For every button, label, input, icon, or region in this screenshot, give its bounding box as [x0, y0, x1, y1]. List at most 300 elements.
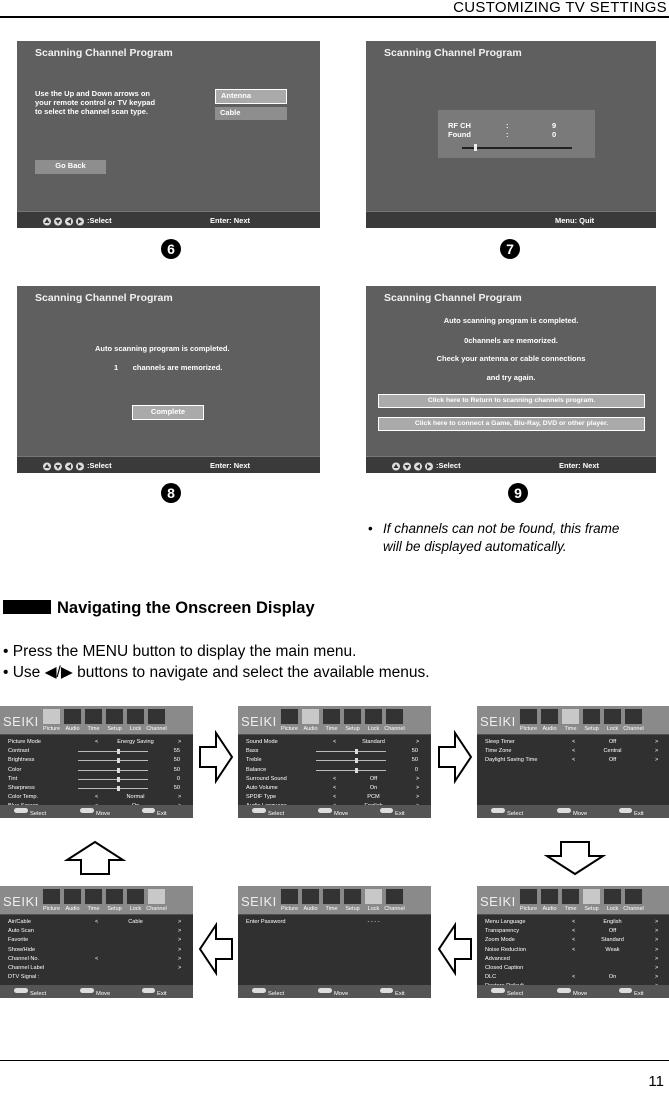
step-number: 6: [161, 239, 181, 259]
menu-item[interactable]: Enter Password: [246, 919, 286, 925]
screen-scan-complete: [17, 286, 320, 473]
tab-channel[interactable]: [147, 708, 166, 732]
tab-label: Lock: [606, 906, 619, 912]
picture-icon: [42, 888, 61, 905]
tab-label: Time: [325, 906, 338, 912]
osd-menu-time: [477, 706, 669, 818]
menu-item[interactable]: Brightness: [8, 757, 35, 764]
step-number: 7: [500, 239, 520, 259]
menu-footer: [0, 985, 193, 998]
left-chevron-icon[interactable]: <: [95, 955, 99, 962]
left-chevron-icon[interactable]: <: [572, 928, 576, 935]
bullet-item: • Press the MENU button to display the main menu.: [3, 643, 357, 660]
tab-lock[interactable]: [126, 708, 145, 732]
left-arrow-icon: [437, 922, 473, 976]
tab-time[interactable]: [561, 708, 580, 732]
menu-item[interactable]: Noise Reduction: [485, 946, 527, 953]
slider[interactable]: [78, 760, 148, 761]
right-chevron-icon[interactable]: >: [655, 757, 659, 764]
menu-value: 0: [414, 766, 418, 773]
menu-item[interactable]: Picture Mode: [8, 739, 41, 745]
tab-channel[interactable]: [147, 888, 166, 912]
tab-lock[interactable]: [603, 888, 622, 912]
tab-channel[interactable]: [624, 888, 643, 912]
right-chevron-icon[interactable]: >: [178, 955, 182, 962]
slider[interactable]: [316, 760, 386, 761]
next-hint: Enter: Next: [210, 461, 251, 470]
arrow-keys-icon: [391, 462, 435, 471]
bullet-text: buttons to navigate and select the available menus.: [77, 664, 430, 681]
menu-key-icon: [142, 808, 155, 813]
screen-title: Scanning Channel Program: [384, 292, 522, 304]
menu-value: 55: [173, 748, 180, 755]
menu-item[interactable]: Auto Scan: [8, 928, 34, 935]
tab-label: Picture: [280, 906, 299, 912]
select-hint: [42, 461, 112, 471]
tab-lock[interactable]: [126, 888, 145, 912]
tab-audio[interactable]: [540, 888, 559, 912]
select-label: Select: [268, 811, 285, 817]
right-chevron-icon[interactable]: >: [655, 919, 659, 925]
right-chevron-icon[interactable]: >: [416, 739, 420, 745]
step-number: 8: [161, 483, 181, 503]
tab-label: Time: [87, 906, 100, 912]
right-chevron-icon[interactable]: >: [655, 748, 659, 755]
select-label: Select: [268, 991, 285, 997]
rf-channel-value: 9: [552, 121, 557, 130]
section-title: Navigating the Onscreen Display: [57, 599, 315, 617]
screen-title: Scanning Channel Program: [35, 292, 173, 304]
screen-footer: [366, 456, 656, 473]
setup-icon: [343, 708, 362, 725]
time-icon: [84, 708, 103, 725]
menu-item[interactable]: Closed Caption: [485, 965, 524, 971]
right-chevron-icon[interactable]: >: [416, 785, 420, 791]
note-line: will be displayed automatically.: [383, 539, 567, 554]
tab-label: Picture: [519, 726, 538, 732]
exit-label: Exit: [634, 991, 644, 997]
tab-setup[interactable]: [343, 708, 362, 732]
menu-value: On: [608, 974, 617, 981]
menu-item[interactable]: Transparency: [485, 928, 519, 935]
left-chevron-icon[interactable]: <: [333, 794, 337, 801]
picture-icon: [280, 888, 299, 905]
menu-value: 50: [173, 766, 180, 773]
found-value: 0: [552, 130, 557, 139]
tab-audio[interactable]: [301, 708, 320, 732]
menu-key-icon: [142, 988, 155, 993]
left-chevron-icon[interactable]: <: [95, 739, 99, 745]
tab-label: Lock: [129, 906, 142, 912]
tab-lock[interactable]: [364, 888, 383, 912]
brand-logo: SEIKI: [3, 894, 39, 909]
screen-footer: [17, 211, 320, 228]
right-chevron-icon[interactable]: >: [655, 974, 659, 981]
setup-icon: [343, 888, 362, 905]
connect-device-button[interactable]: Click here to connect a Game, Blu-Ray, DVD or other player.: [378, 417, 645, 431]
menu-footer: [238, 985, 431, 998]
right-chevron-icon[interactable]: >: [178, 794, 182, 801]
tab-label: Picture: [42, 726, 61, 732]
slider[interactable]: [316, 770, 386, 771]
tab-audio[interactable]: [63, 888, 82, 912]
menu-item[interactable]: Surround Sound: [246, 775, 287, 782]
tab-label: Setup: [584, 726, 599, 732]
right-chevron-icon[interactable]: >: [178, 919, 182, 925]
exit-label: Exit: [157, 811, 167, 817]
left-chevron-icon[interactable]: <: [572, 757, 576, 764]
channel-icon: [385, 708, 404, 725]
exit-label: Exit: [157, 991, 167, 997]
exit-hint: [380, 988, 405, 997]
tab-audio[interactable]: [63, 708, 82, 732]
tab-time[interactable]: [561, 888, 580, 912]
left-chevron-icon[interactable]: <: [333, 739, 337, 745]
channel-icon: [147, 888, 166, 905]
tab-lock[interactable]: [364, 708, 383, 732]
menu-footer: [0, 805, 193, 818]
tab-picture[interactable]: [280, 708, 299, 732]
tab-channel[interactable]: [385, 708, 404, 732]
left-chevron-icon[interactable]: <: [572, 974, 576, 981]
rf-channel-label: RF CH: [448, 121, 471, 130]
menu-item[interactable]: Menu Language: [485, 919, 526, 925]
lock-icon: [126, 888, 145, 905]
left-arrow-icon: [198, 922, 234, 976]
menu-item[interactable]: Contrast: [8, 748, 30, 755]
picture-icon: [280, 708, 299, 725]
tab-label: Channel: [623, 906, 644, 912]
exit-label: Exit: [395, 811, 405, 817]
up-down-keys-icon: [491, 808, 505, 813]
select-label: :Select: [436, 461, 461, 470]
menu-item[interactable]: Auto Volume: [246, 785, 278, 791]
instruction-line: to select the channel scan type.: [35, 107, 148, 116]
menu-value: Off: [369, 775, 378, 782]
tab-label: Lock: [367, 726, 380, 732]
osd-menu-setup: [477, 886, 669, 998]
tab-label: Channel: [623, 726, 644, 732]
tab-label: Channel: [384, 726, 405, 732]
menu-item[interactable]: Channel No.: [8, 955, 40, 962]
menu-footer: [238, 805, 431, 818]
menu-top-bar: [238, 886, 431, 914]
menu-item[interactable]: Bass: [246, 748, 259, 755]
left-chevron-icon[interactable]: <: [95, 794, 99, 801]
menu-item[interactable]: SPDIF Type: [246, 794, 277, 801]
menu-item[interactable]: Show/Hide: [8, 946, 36, 953]
slider[interactable]: [78, 770, 148, 771]
slider[interactable]: [78, 788, 148, 789]
slider[interactable]: [78, 779, 148, 780]
slash: /: [56, 664, 61, 681]
left-chevron-icon[interactable]: <: [95, 919, 99, 925]
tab-channel[interactable]: [385, 888, 404, 912]
exit-label: Exit: [395, 991, 405, 997]
menu-top-bar: [477, 886, 669, 914]
screen-no-channels: [366, 286, 656, 473]
right-chevron-icon[interactable]: >: [178, 739, 182, 745]
tab-label: Picture: [519, 906, 538, 912]
exit-hint: [380, 808, 405, 817]
menu-body: [477, 735, 669, 805]
menu-value: 0: [176, 775, 180, 782]
tab-picture[interactable]: [280, 888, 299, 912]
channel-icon: [624, 708, 643, 725]
menu-value: Standard: [362, 739, 385, 745]
move-hint: [80, 808, 111, 817]
menu-footer: [477, 985, 669, 998]
menu-top-bar: [0, 706, 193, 734]
tab-time[interactable]: [322, 708, 341, 732]
menu-value: Central: [603, 748, 622, 755]
audio-icon: [301, 708, 320, 725]
tab-picture[interactable]: [519, 708, 538, 732]
menu-item[interactable]: Sharpness: [8, 785, 35, 791]
left-chevron-icon[interactable]: <: [572, 748, 576, 755]
setup-icon: [582, 708, 601, 725]
menu-top-bar: [238, 706, 431, 734]
tab-channel[interactable]: [624, 708, 643, 732]
up-down-keys-icon: [252, 808, 266, 813]
screen-footer: [17, 456, 320, 473]
channels-memorized: 0channels are memorized.: [464, 336, 558, 345]
menu-item[interactable]: Treble: [246, 757, 262, 764]
tab-label: Setup: [345, 906, 360, 912]
tab-label: Time: [87, 726, 100, 732]
menu-item[interactable]: DTV Signal :: [8, 974, 40, 981]
right-chevron-icon[interactable]: >: [655, 965, 659, 971]
lock-icon: [603, 888, 622, 905]
menu-item[interactable]: Daylight Saving Time: [485, 757, 538, 764]
screen-footer: [366, 211, 656, 228]
osd-menu-lock: [238, 886, 431, 998]
audio-icon: [540, 888, 559, 905]
return-to-scan-button[interactable]: Click here to Return to scanning channels program.: [378, 394, 645, 408]
menu-item[interactable]: Balance: [246, 766, 267, 773]
right-chevron-icon[interactable]: >: [178, 928, 182, 935]
tab-audio[interactable]: [540, 708, 559, 732]
tab-label: Audio: [65, 906, 80, 912]
go-back-button[interactable]: Go Back: [35, 160, 106, 174]
menu-item[interactable]: Color: [8, 766, 22, 773]
progress-marker: [474, 144, 477, 151]
tab-label: Time: [325, 726, 338, 732]
menu-value: On: [369, 785, 378, 791]
right-chevron-icon[interactable]: >: [655, 928, 659, 935]
page-header: [0, 0, 669, 18]
menu-item[interactable]: DLC: [485, 974, 497, 981]
picture-icon: [42, 708, 61, 725]
menu-value: Cable: [128, 919, 143, 925]
tab-label: Setup: [584, 906, 599, 912]
tab-label: Picture: [280, 726, 299, 732]
menu-top-bar: [0, 886, 193, 914]
menu-value: 50: [411, 748, 418, 755]
setup-icon: [105, 888, 124, 905]
tab-label: Audio: [542, 906, 557, 912]
tab-setup[interactable]: [343, 888, 362, 912]
screen-title: Scanning Channel Program: [35, 47, 173, 59]
select-label: :Select: [87, 216, 112, 225]
progress-track: [462, 147, 572, 149]
channels-memorized: 1 channels are memorized.: [114, 363, 223, 372]
tab-setup[interactable]: [582, 888, 601, 912]
menu-item[interactable]: Air/Cable: [8, 919, 32, 925]
colon: :: [506, 121, 509, 130]
antenna-option[interactable]: Antenna: [215, 89, 287, 104]
select-hint: [491, 988, 524, 997]
move-hint: [318, 988, 349, 997]
status-line: Auto scanning program is completed.: [443, 316, 579, 325]
left-chevron-icon[interactable]: <: [572, 739, 576, 745]
cable-option[interactable]: Cable: [215, 107, 287, 120]
tab-picture[interactable]: [42, 708, 61, 732]
next-hint: Enter: Next: [559, 461, 600, 470]
select-hint: [42, 216, 112, 226]
menu-value: 50: [173, 757, 180, 764]
audio-icon: [301, 888, 320, 905]
menu-item[interactable]: Favorite: [8, 937, 29, 944]
menu-tabs: [42, 888, 166, 914]
left-right-keys-icon: [557, 988, 571, 993]
right-chevron-icon[interactable]: >: [416, 775, 420, 782]
menu-item[interactable]: Color Temp.: [8, 794, 39, 801]
right-chevron-icon[interactable]: >: [655, 955, 659, 962]
menu-key-icon: [380, 808, 393, 813]
tab-setup[interactable]: [105, 708, 124, 732]
select-hint: [491, 808, 524, 817]
bullet-text: Press the MENU button to display the main menu.: [12, 643, 357, 660]
menu-tabs: [519, 888, 643, 914]
slider[interactable]: [78, 751, 148, 752]
time-icon: [561, 888, 580, 905]
tab-picture[interactable]: [519, 888, 538, 912]
channel-icon: [624, 888, 643, 905]
menu-value: Off: [608, 928, 617, 935]
up-down-keys-icon: [14, 988, 28, 993]
right-chevron-icon[interactable]: >: [178, 937, 182, 944]
exit-hint: [619, 988, 644, 997]
right-chevron-icon[interactable]: >: [416, 794, 420, 801]
tab-label: Setup: [107, 726, 122, 732]
setup-icon: [582, 888, 601, 905]
up-down-keys-icon: [14, 808, 28, 813]
scan-status-panel: [438, 110, 595, 158]
left-chevron-icon[interactable]: <: [333, 785, 337, 791]
tab-lock[interactable]: [603, 708, 622, 732]
tab-audio[interactable]: [301, 888, 320, 912]
select-hint: [252, 808, 285, 817]
menu-value: English: [603, 919, 622, 925]
left-chevron-icon[interactable]: <: [572, 919, 576, 925]
tab-setup[interactable]: [582, 708, 601, 732]
right-chevron-icon[interactable]: >: [655, 937, 659, 944]
screen-title: Scanning Channel Program: [384, 47, 522, 59]
menu-item[interactable]: Advanced: [485, 955, 510, 962]
quit-hint: Menu: Quit: [555, 216, 595, 225]
menu-item[interactable]: Tint: [8, 775, 18, 782]
picture-icon: [519, 708, 538, 725]
select-hint: [14, 988, 47, 997]
tab-label: Channel: [384, 906, 405, 912]
move-label: Move: [334, 991, 349, 997]
left-right-keys-icon: [557, 808, 571, 813]
select-label: Select: [507, 991, 524, 997]
move-label: Move: [334, 811, 349, 817]
menu-item[interactable]: Time Zone: [485, 748, 512, 755]
left-right-keys-icon: [80, 988, 94, 993]
tab-setup[interactable]: [105, 888, 124, 912]
tab-label: Time: [564, 726, 577, 732]
right-chevron-icon[interactable]: >: [178, 965, 182, 971]
menu-value: Off: [608, 739, 617, 745]
tab-time[interactable]: [84, 888, 103, 912]
left-chevron-icon[interactable]: <: [572, 946, 576, 953]
menu-item[interactable]: Sound Mode: [246, 739, 278, 745]
menu-value: Standard: [601, 937, 624, 944]
tab-time[interactable]: [322, 888, 341, 912]
up-down-keys-icon: [491, 988, 505, 993]
right-chevron-icon[interactable]: >: [178, 946, 182, 953]
slider[interactable]: [316, 751, 386, 752]
brand-logo: SEIKI: [480, 894, 516, 909]
next-hint: Enter: Next: [210, 216, 251, 225]
time-icon: [561, 708, 580, 725]
menu-tabs: [280, 708, 404, 734]
menu-value: Normal: [126, 794, 145, 801]
audio-icon: [63, 888, 82, 905]
note-bullet: •: [368, 521, 373, 536]
right-chevron-icon[interactable]: >: [655, 739, 659, 745]
menu-value: Off: [608, 757, 617, 764]
right-chevron-icon[interactable]: >: [655, 946, 659, 953]
move-hint: [557, 808, 588, 817]
menu-item[interactable]: Sleep Timer: [485, 739, 515, 745]
move-label: Move: [96, 991, 111, 997]
exit-hint: [619, 808, 644, 817]
tab-picture[interactable]: [42, 888, 61, 912]
menu-footer: [477, 805, 669, 818]
select-label: Select: [30, 991, 47, 997]
menu-item[interactable]: Zoom Mode: [485, 937, 515, 944]
note-line: If channels can not be found, this frame: [383, 521, 620, 536]
menu-value: 50: [411, 757, 418, 764]
complete-button[interactable]: Complete: [132, 405, 204, 420]
instruction-line: your remote control or TV keypad: [35, 98, 156, 107]
menu-value: PCM: [367, 794, 380, 801]
menu-value: 50: [173, 785, 180, 791]
move-label: Move: [573, 811, 588, 817]
tab-label: Audio: [65, 726, 80, 732]
left-right-keys-icon: [318, 808, 332, 813]
menu-value: Energy Saving: [117, 739, 154, 745]
arrow-keys-icon: [42, 462, 86, 471]
tab-time[interactable]: [84, 708, 103, 732]
tab-label: Setup: [345, 726, 360, 732]
step-number: 9: [508, 483, 528, 503]
channel-icon: [147, 708, 166, 725]
menu-item[interactable]: Channel Label: [8, 965, 45, 971]
tab-label: Picture: [42, 906, 61, 912]
status-line: Auto scanning program is completed.: [95, 344, 230, 353]
left-right-keys-icon: [318, 988, 332, 993]
channel-icon: [385, 888, 404, 905]
move-hint: [80, 988, 111, 997]
left-chevron-icon[interactable]: <: [572, 937, 576, 944]
left-chevron-icon[interactable]: <: [333, 775, 337, 782]
time-icon: [322, 708, 341, 725]
